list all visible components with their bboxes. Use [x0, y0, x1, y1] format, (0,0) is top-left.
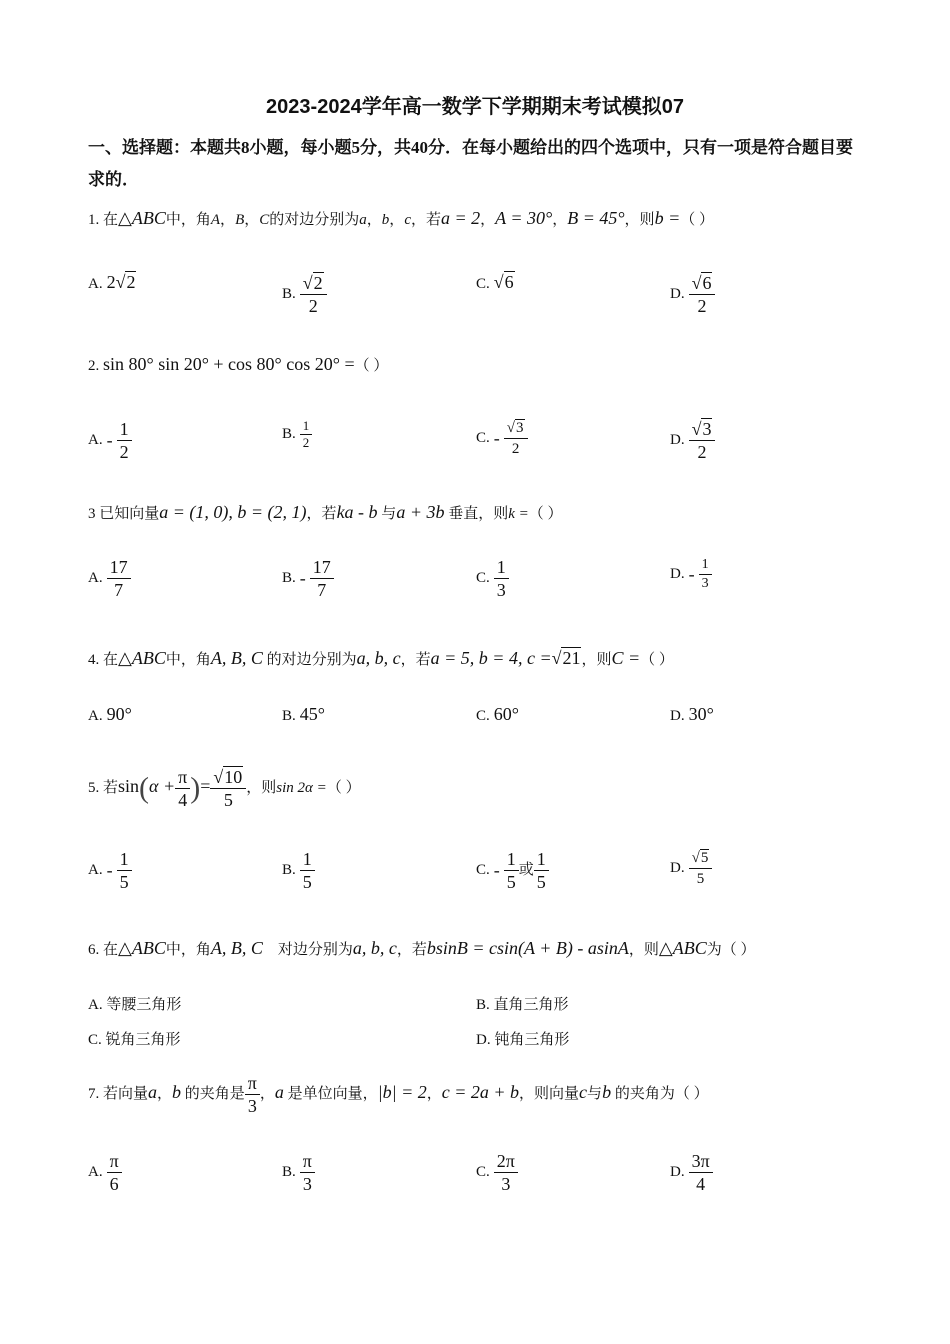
q5-option-b[interactable] — [282, 848, 315, 893]
q4-option-a[interactable] — [88, 704, 132, 725]
q4-sides: a, b, c — [356, 648, 401, 668]
q7-sep-1: ， — [157, 1085, 173, 1102]
q7-vector-b-2: b — [602, 1081, 612, 1102]
q7-vector-c: c — [579, 1081, 588, 1102]
q7-text-6: 的夹角为 — [614, 1085, 675, 1102]
q6-option-c[interactable]: C. 锐角三角形 — [88, 1032, 181, 1048]
option-label: B. — [282, 1163, 296, 1180]
numerator: 1 — [699, 556, 712, 575]
q5-answer-blank: （ ） — [326, 779, 361, 796]
denominator: 2 — [697, 442, 707, 462]
q7-text-2: ， — [259, 1085, 275, 1102]
q6-option-d[interactable]: D. 钝角三角形 — [476, 1032, 570, 1048]
q4-text-2: 的对边分别为 — [266, 652, 357, 668]
q6-sides: a, b, c — [352, 938, 397, 958]
numerator: π — [175, 766, 190, 789]
fraction — [699, 556, 712, 593]
q5-option-d[interactable] — [670, 848, 712, 889]
question-1 — [88, 208, 714, 229]
denominator: 7 — [317, 580, 327, 600]
q2-answer-blank: （ ） — [354, 358, 389, 374]
fraction — [300, 848, 315, 893]
q4-answer-blank: （ ） — [640, 652, 674, 668]
q5-option-c[interactable] — [476, 848, 549, 893]
sqrt-symbol: √2 — [115, 272, 136, 292]
option-label: D. — [670, 431, 685, 448]
fraction — [534, 848, 549, 893]
option-label: D. — [670, 859, 685, 876]
q3-option-a[interactable] — [88, 556, 131, 601]
fraction — [504, 418, 528, 459]
q4-angles: A, B, C — [210, 648, 263, 668]
denominator: 7 — [114, 580, 124, 600]
q5-rhs-fraction — [210, 766, 246, 811]
q3-expression-2: a + 3b — [396, 502, 445, 522]
q5-inner: α + — [149, 775, 176, 796]
q1-sep-1: ， — [220, 212, 236, 228]
q6-option-b[interactable]: B. 直角三角形 — [476, 997, 569, 1013]
or-text: 或 — [518, 861, 534, 878]
q4-prefix: 4. 在 — [88, 652, 119, 668]
q1-ask: b = — [654, 208, 681, 228]
q1-angle-c: C — [259, 212, 270, 228]
q5-text-1: ，则 — [246, 779, 277, 796]
question-6 — [88, 938, 755, 959]
q6-option-a[interactable]: A. 等腰三角形 — [88, 997, 182, 1013]
minus-sign: - — [493, 860, 500, 880]
q3-answer-blank: （ ） — [528, 506, 563, 522]
q7-vector-a: a — [148, 1081, 158, 1102]
q7-sep-2: ， — [426, 1085, 442, 1102]
numerator: 17 — [107, 556, 131, 579]
denominator: 6 — [109, 1174, 119, 1194]
q3-text-3: 垂直，则 — [448, 506, 509, 522]
numerator: √10 — [210, 766, 246, 789]
fraction — [300, 418, 313, 451]
denominator: 4 — [178, 790, 188, 810]
q1-text-4: ，则 — [624, 212, 655, 228]
fraction — [494, 556, 509, 601]
denominator: 2 — [302, 435, 310, 450]
q7-vector-a-2: a — [274, 1081, 284, 1102]
q1-text-3: ，若 — [410, 212, 441, 228]
question-2 — [88, 354, 388, 375]
fraction — [504, 848, 519, 893]
q1-angle-a: A — [210, 212, 221, 228]
option-label: A. — [88, 569, 103, 586]
q5-pi-fraction — [175, 766, 190, 811]
radicand: 2 — [313, 273, 323, 293]
numerator: π — [245, 1072, 260, 1095]
q1-sep-3: ， — [366, 212, 382, 228]
q3-option-c[interactable] — [476, 556, 509, 601]
question-3 — [88, 502, 563, 523]
q1-triangle: △ABC — [118, 208, 166, 228]
option-label: A. — [88, 1163, 103, 1180]
q7-c-definition: c = 2a + b — [441, 1081, 520, 1102]
q7-vector-b: b — [172, 1081, 182, 1102]
q7-angle-fraction — [245, 1072, 260, 1117]
option-label: A. — [88, 431, 103, 448]
q7-text-5: 与 — [587, 1085, 603, 1102]
numerator: √6 — [689, 272, 716, 295]
option-label: A. — [88, 708, 103, 724]
fraction — [300, 1150, 315, 1195]
q2-option-b[interactable] — [282, 418, 312, 451]
option-label: B. — [282, 708, 296, 724]
q7-norm-b: |b| = 2 — [377, 1081, 427, 1102]
radicand: 21 — [562, 648, 581, 668]
q3-option-d[interactable] — [670, 556, 712, 593]
q1-text-2: 的对边分别为 — [269, 212, 360, 228]
q4-condition: a = 5, b = 4, c = — [430, 648, 552, 668]
q6-text-1: 中，角 — [165, 942, 211, 958]
numerator: 1 — [504, 848, 519, 871]
sqrt-symbol: √6 — [493, 272, 514, 292]
q3-expression-1: ka - b — [336, 502, 378, 522]
q2-option-a[interactable] — [88, 418, 132, 463]
fraction — [300, 272, 327, 317]
minus-sign: - — [688, 564, 695, 584]
q3-ask: k = — [508, 506, 529, 522]
page-title: 2023-2024学年高一数学下学期期末考试模拟07 — [266, 96, 684, 118]
option-label: D. — [670, 708, 685, 724]
q1-text-1: 中，角 — [165, 212, 211, 228]
q3-option-b[interactable] — [282, 556, 334, 601]
q6-text-2: 对边分别为 — [277, 942, 353, 958]
option-label: A. — [88, 276, 103, 292]
q1-sep-2: ， — [244, 212, 260, 228]
option-label: D. — [670, 565, 685, 582]
radicand: 3 — [516, 420, 524, 436]
numerator: 1 — [494, 556, 509, 579]
numerator: 17 — [310, 556, 334, 579]
numerator: 3π — [689, 1150, 713, 1173]
q1-answer-blank: （ ） — [680, 212, 714, 228]
denominator: 5 — [536, 872, 546, 892]
denominator: 5 — [223, 790, 233, 810]
option-value: 45° — [299, 704, 325, 724]
q2-option-d[interactable] — [670, 418, 715, 463]
denominator: 2 — [697, 296, 707, 316]
question-4 — [88, 648, 674, 669]
q5-equals: = — [200, 775, 211, 796]
option-label: D. — [670, 285, 685, 302]
q5-ask: sin 2α = — [276, 779, 327, 796]
option-label: C. — [476, 861, 490, 878]
q7-option-a[interactable] — [88, 1150, 122, 1195]
denominator: 5 — [696, 871, 705, 887]
q7-option-c[interactable] — [476, 1150, 518, 1195]
denominator: 3 — [247, 1096, 257, 1116]
minus-sign: - — [493, 428, 500, 448]
denominator: 5 — [302, 872, 312, 892]
q7-option-b[interactable] — [282, 1150, 315, 1195]
q5-function: sin — [118, 775, 140, 796]
q4-text-1: 中，角 — [165, 652, 211, 668]
q6-text-3: ，若 — [396, 942, 427, 958]
q4-text-3: ，若 — [400, 652, 431, 668]
denominator: 3 — [302, 1174, 312, 1194]
option-label: C. — [476, 429, 490, 446]
option-label: C. — [476, 708, 490, 724]
q3-text-2: 与 — [381, 506, 397, 522]
fraction — [689, 272, 716, 317]
question-7 — [88, 1072, 709, 1117]
option-label: C. — [476, 276, 490, 292]
option-label: C. — [476, 1163, 490, 1180]
q1-side-a: a — [359, 212, 367, 228]
radicand: 6 — [702, 273, 712, 293]
q4-option-d[interactable] — [670, 704, 714, 725]
q6-answer-blank: （ ） — [721, 942, 756, 958]
option-label: D. — [670, 1163, 685, 1180]
q6-condition: bsinB = csin(A + B) - asinA — [426, 938, 629, 958]
numerator: √3 — [504, 418, 528, 439]
q5-option-a[interactable] — [88, 848, 132, 893]
fraction — [107, 556, 131, 601]
denominator: 3 — [701, 576, 709, 591]
q2-option-c[interactable] — [476, 418, 528, 459]
fraction — [494, 1150, 518, 1195]
fraction — [689, 848, 713, 889]
numerator: 2π — [494, 1150, 518, 1173]
numerator: 1 — [300, 418, 313, 435]
q2-prefix: 2. — [88, 358, 100, 374]
option-value: 30° — [688, 704, 714, 724]
option-label: C. — [476, 569, 490, 586]
q6-text-4: ，则 — [628, 942, 659, 958]
q3-vectors: a = (1, 0), b = (2, 1) — [159, 502, 307, 522]
q1-condition-angle-b: B = 45° — [567, 208, 625, 228]
q5-right-paren: ) — [190, 771, 201, 805]
numerator: √2 — [300, 272, 327, 295]
q1-sep-4: ， — [389, 212, 405, 228]
q3-prefix: 3 已知向量 — [88, 506, 160, 522]
numerator: 1 — [117, 418, 132, 441]
q7-option-d[interactable] — [670, 1150, 713, 1195]
q1-prefix: 1. 在 — [88, 212, 119, 228]
denominator: 2 — [119, 442, 129, 462]
q7-answer-blank: （ ） — [674, 1085, 709, 1102]
option-label: B. — [282, 861, 296, 878]
sqrt-symbol: √21 — [551, 648, 581, 668]
denominator: 2 — [308, 296, 318, 316]
denominator: 2 — [511, 441, 520, 457]
option-value: 90° — [106, 704, 132, 724]
section-heading: 一、选择题：本题共8小题，每小题5分，共40分．在每小题给出的四个选项中，只有一项是符合题目要求的． — [88, 138, 853, 189]
q7-text-4: ，则向量 — [519, 1085, 580, 1102]
numerator: √3 — [689, 418, 716, 441]
q1-sep-5: ， — [480, 212, 496, 228]
numerator: π — [300, 1150, 315, 1173]
q4-option-b[interactable] — [282, 704, 325, 725]
radicand: 6 — [504, 272, 514, 292]
denominator: 3 — [501, 1174, 511, 1194]
denominator: 5 — [506, 872, 516, 892]
q4-option-c[interactable] — [476, 704, 519, 725]
numerator: 1 — [534, 848, 549, 871]
q1-angle-b: B — [235, 212, 245, 228]
q4-ask: C = — [611, 648, 641, 668]
q6-angles: A, B, C — [210, 938, 263, 958]
q6-triangle-2: △ABC — [658, 938, 707, 958]
q4-triangle: △ABC — [118, 648, 166, 668]
radicand: 2 — [126, 272, 136, 292]
option-label: A. — [88, 861, 103, 878]
question-5 — [88, 766, 361, 811]
fraction — [689, 418, 716, 463]
radicand: 10 — [224, 767, 243, 787]
fraction — [107, 1150, 122, 1195]
option-label: B. — [282, 285, 296, 302]
q5-prefix: 5. 若 — [88, 779, 119, 796]
option-coefficient: 2 — [106, 272, 116, 292]
q1-option-b[interactable] — [282, 272, 327, 317]
q5-left-paren: ( — [139, 771, 150, 805]
q1-sep-6: ， — [552, 212, 568, 228]
denominator: 4 — [696, 1174, 706, 1194]
q1-option-a[interactable] — [88, 272, 136, 293]
fraction — [117, 848, 132, 893]
q1-option-d[interactable] — [670, 272, 715, 317]
option-label: B. — [282, 569, 296, 586]
q1-condition-a: a = 2 — [441, 208, 481, 228]
q7-prefix: 7. 若向量 — [88, 1085, 149, 1102]
option-value: 60° — [493, 704, 519, 724]
radicand: 5 — [700, 850, 709, 866]
q7-text-3: 是单位向量， — [287, 1085, 378, 1102]
numerator: 1 — [117, 848, 132, 871]
option-label: B. — [282, 425, 296, 442]
numerator: 1 — [300, 848, 315, 871]
fraction — [689, 1150, 713, 1195]
radicand: 3 — [702, 419, 712, 439]
minus-sign: - — [106, 430, 113, 450]
q6-text-5: 为 — [706, 942, 722, 958]
denominator: 3 — [496, 580, 506, 600]
q1-side-c: c — [404, 212, 411, 228]
denominator: 5 — [119, 872, 129, 892]
numerator: √5 — [689, 848, 713, 869]
q1-option-c[interactable] — [476, 272, 515, 293]
q2-expression: sin 80° sin 20° + cos 80° cos 20° = — [103, 354, 355, 374]
q4-text-4: ，则 — [581, 652, 612, 668]
q7-text-1: 的夹角是 — [184, 1085, 245, 1102]
numerator: π — [107, 1150, 122, 1173]
q1-condition-angle-a: A = 30° — [495, 208, 553, 228]
q3-text-1: ，若 — [306, 506, 337, 522]
minus-sign: - — [299, 568, 306, 588]
q1-side-b: b — [381, 212, 390, 228]
q6-prefix: 6. 在 — [88, 942, 119, 958]
fraction — [310, 556, 334, 601]
fraction — [117, 418, 132, 463]
q6-triangle: △ABC — [118, 938, 166, 958]
minus-sign: - — [106, 860, 113, 880]
